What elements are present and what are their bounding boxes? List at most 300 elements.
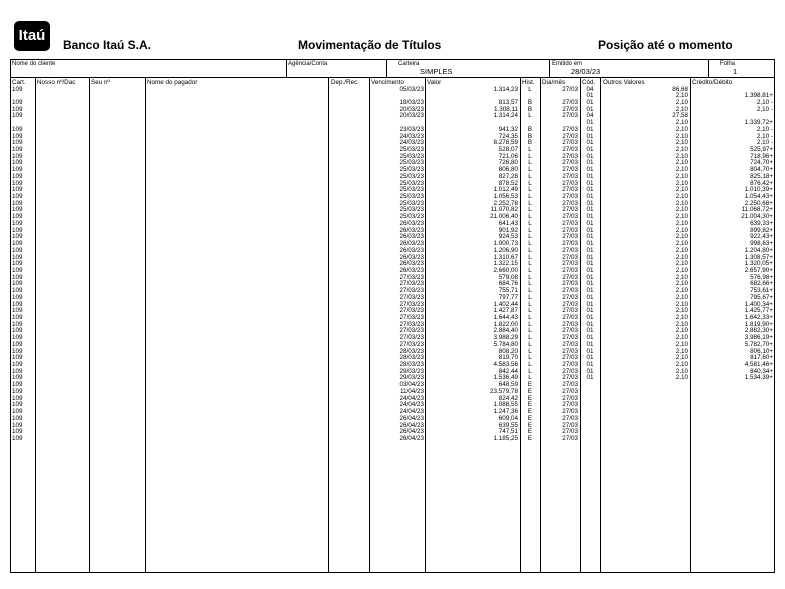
cell-cart: 109 [12,387,23,395]
cell-outros: 2,10 [675,246,688,254]
cell-credito: 899,82+ [750,226,773,234]
cell-valor: 1.427,87 [493,307,518,315]
cell-vencimento: 27/03/23 [399,307,424,315]
cell-cart: 109 [12,186,23,194]
cell-hist: L [528,347,532,355]
cell-credito: 1.534,39+ [744,374,773,382]
table-row [0,362,785,369]
cell-outros: 2,10 [675,340,688,348]
position-label: Posição até o momento [598,38,733,52]
cell-cart: 109 [12,199,23,207]
cell-hist: B [527,139,533,147]
cell-cart: 109 [12,340,23,348]
cell-cart: 109 [12,213,23,221]
col-credito: Crédito/Débito [692,79,733,86]
table-row [0,436,785,443]
cell-hist: L [528,300,532,308]
cell-credito: 2,10 - [756,125,773,133]
cell-valor: 4.583,56 [493,361,518,369]
cell-cod: 01 [586,193,594,201]
table-row [0,308,785,315]
cell-outros: 2,10 [675,186,688,194]
table-row [0,355,785,362]
cell-outros: 2,10 [675,145,688,153]
table-row [0,255,785,262]
cell-cod: 01 [586,206,594,214]
cell-credito: 1.642,33+ [744,313,773,321]
cell-vencimento: 24/04/23 [399,394,424,402]
cell-valor: 724,35 [498,132,518,140]
cell-diames: 27/03 [562,367,578,375]
cell-outros: 2,10 [675,193,688,201]
cell-valor: 1.314,23 [493,85,518,93]
cell-vencimento: 25/03/23 [399,152,424,160]
cell-outros: 2,10 [675,334,688,342]
cell-cod: 01 [586,347,594,355]
cell-vencimento: 28/03/23 [399,354,424,362]
cell-cod: 01 [586,98,594,106]
cell-cart: 109 [12,260,23,268]
cell-cart: 109 [12,172,23,180]
cell-cod: 01 [586,139,594,147]
cell-diames: 27/03 [562,434,578,442]
cell-valor: 806,80 [498,166,518,174]
cell-vencimento: 25/03/23 [399,213,424,221]
cell-vencimento: 26/04/23 [399,414,424,422]
cell-diames: 27/03 [562,313,578,321]
cell-cod: 01 [586,273,594,281]
cell-credito: 1.339,72+ [744,119,773,127]
cell-outros: 2,10 [675,179,688,187]
cell-cart: 109 [12,313,23,321]
cell-outros: 2,10 [675,293,688,301]
cell-diames: 27/03 [562,98,578,106]
cell-cod: 01 [586,320,594,328]
cell-diames: 27/03 [562,152,578,160]
cell-vencimento: 24/04/23 [399,401,424,409]
cell-vencimento: 27/03/23 [399,320,424,328]
cell-cart: 109 [12,374,23,382]
cell-cart: 109 [12,125,23,133]
emitido-label: Emitido em [552,61,583,67]
cell-vencimento: 28/03/23 [399,347,424,355]
cell-diames: 27/03 [562,179,578,187]
cell-vencimento: 25/03/23 [399,159,424,167]
table-row [0,369,785,376]
cell-cod: 01 [586,119,594,127]
cell-hist: B [527,105,533,113]
cell-outros: 2,10 [675,354,688,362]
cell-outros: 2,10 [675,92,688,100]
cell-credito: 2.657,90+ [744,266,773,274]
cell-diames: 27/03 [562,334,578,342]
cell-diames: 27/03 [562,381,578,389]
cell-diames: 27/03 [562,139,578,147]
cell-diames: 27/03 [562,233,578,241]
cell-outros: 2,10 [675,125,688,133]
cell-diames: 27/03 [562,340,578,348]
col-hist: Hist. [522,79,535,86]
cell-outros: 2,10 [675,132,688,140]
cell-cod: 01 [586,199,594,207]
cell-vencimento: 18/03/23 [399,98,424,106]
cell-cod: 01 [586,186,594,194]
cell-vencimento: 24/03/23 [399,132,424,140]
cell-vencimento: 27/03/23 [399,334,424,342]
cell-cart: 109 [12,421,23,429]
cell-hist: L [528,293,532,301]
cell-vencimento: 26/03/23 [399,246,424,254]
cell-vencimento: 26/03/23 [399,240,424,248]
table-row [0,107,785,114]
cell-valor: 1.012,49 [493,186,518,194]
agency-label: Agência/Conta [288,61,328,67]
cell-diames: 27/03 [562,186,578,194]
cell-outros: 2,10 [675,307,688,315]
divider [286,60,287,77]
cell-cod: 01 [586,300,594,308]
cell-hist: E [527,387,533,395]
cell-diames: 27/03 [562,361,578,369]
cell-hist: L [528,145,532,153]
cell-outros: 2,10 [675,119,688,127]
cell-credito: 1.819,90+ [744,320,773,328]
cell-credito: 825,18+ [750,172,773,180]
cell-outros: 2,10 [675,327,688,335]
cell-diames: 27/03 [562,287,578,295]
cell-cart: 109 [12,320,23,328]
folha-label: Folha [720,61,736,67]
cell-hist: L [528,340,532,348]
bank-name: Banco Itaú S.A. [63,38,152,52]
table-row [0,342,785,349]
cell-vencimento: 26/03/23 [399,260,424,268]
cell-outros: 2,10 [675,260,688,268]
cell-diames: 27/03 [562,260,578,268]
cell-credito: 922,43+ [750,233,773,241]
cell-diames: 27/03 [562,394,578,402]
cell-valor: 1.314,24 [493,112,518,120]
cell-vencimento: 05/03/23 [399,85,424,93]
cell-outros: 2,10 [675,172,688,180]
cell-cart: 109 [12,334,23,342]
cell-valor: 726,80 [498,159,518,167]
cell-valor: 5.784,80 [493,340,518,348]
cell-cart: 109 [12,179,23,187]
cell-vencimento: 25/03/23 [399,206,424,214]
cell-outros: 2,10 [675,105,688,113]
cell-hist: L [528,206,532,214]
cell-cart: 109 [12,414,23,422]
cell-valor: 3.988,29 [493,334,518,342]
cell-credito: 817,60+ [750,354,773,362]
cell-outros: 2,10 [675,313,688,321]
cell-hist: L [528,219,532,227]
cell-vencimento: 25/03/23 [399,179,424,187]
cell-cart: 109 [12,273,23,281]
cell-cart: 109 [12,226,23,234]
table-row [0,335,785,342]
cell-hist: L [528,166,532,174]
table-row [0,295,785,302]
cell-vencimento: 26/03/23 [399,226,424,234]
cell-diames: 27/03 [562,347,578,355]
cell-cart: 109 [12,347,23,355]
cell-valor: 579,08 [498,273,518,281]
cell-diames: 27/03 [562,327,578,335]
cell-credito: 11.068,72+ [741,206,773,214]
cell-credito: 1.010,39+ [744,186,773,194]
cell-credito: 3.986,19+ [744,334,773,342]
col-pagador: Nome do pagador [147,79,198,86]
cell-vencimento: 27/03/23 [399,340,424,348]
table-row [0,248,785,255]
cell-cart: 109 [12,112,23,120]
cell-valor: 901,92 [498,226,518,234]
cell-hist: B [527,98,533,106]
cell-credito: 2,10 - [756,98,773,106]
cell-hist: L [528,226,532,234]
cell-diames: 27/03 [562,199,578,207]
cell-credito: 2.882,30+ [744,327,773,335]
cell-outros: 2,10 [675,152,688,160]
cell-hist: E [527,434,533,442]
cell-hist: E [527,381,533,389]
cell-cart: 109 [12,434,23,442]
cell-vencimento: 27/03/23 [399,300,424,308]
cell-cart: 109 [12,300,23,308]
table-row [0,396,785,403]
cell-diames: 27/03 [562,300,578,308]
emitido-value: 28/03/23 [571,67,601,76]
cell-diames: 27/03 [562,374,578,382]
cell-valor: 11.070,82 [490,206,518,214]
cell-hist: L [528,280,532,288]
cell-cart: 109 [12,159,23,167]
table-row [0,181,785,188]
cell-diames: 27/03 [562,112,578,120]
cell-valor: 528,07 [498,145,518,153]
cell-diames: 27/03 [562,387,578,395]
cell-vencimento: 26/03/23 [399,219,424,227]
cell-cart: 109 [12,246,23,254]
cell-vencimento: 23/03/23 [399,125,424,133]
cell-credito: 840,34+ [750,367,773,375]
cell-hist: L [528,313,532,321]
cell-cod: 01 [586,367,594,375]
cell-diames: 27/03 [562,125,578,133]
report-title: Movimentação de Títulos [298,38,442,52]
cell-cart: 109 [12,266,23,274]
cell-hist: L [528,85,532,93]
cell-cod: 01 [586,354,594,362]
cell-outros: 27,58 [672,112,688,120]
cell-valor: 2.884,40 [493,327,518,335]
cell-hist: L [528,253,532,261]
cell-cod: 01 [586,361,594,369]
table-row [0,315,785,322]
cell-cart: 109 [12,287,23,295]
cell-diames: 27/03 [562,172,578,180]
cell-cod: 01 [586,246,594,254]
cell-diames: 27/03 [562,219,578,227]
table-row [0,201,785,208]
cell-vencimento: 25/03/23 [399,186,424,194]
cell-cod: 04 [586,85,594,93]
cell-credito: 753,61+ [750,287,773,295]
col-outros: Outros Valores [603,79,645,86]
cell-vencimento: 26/03/23 [399,253,424,261]
cell-vencimento: 29/03/23 [399,367,424,375]
cell-cart: 109 [12,219,23,227]
cell-valor: 1.308,11 [493,105,518,113]
cell-cod: 01 [586,266,594,274]
cell-credito: 525,97+ [750,145,773,153]
table-row [0,322,785,329]
cell-hist: L [528,240,532,248]
cell-diames: 27/03 [562,85,578,93]
table-row [0,261,785,268]
table-row [0,302,785,309]
cell-valor: 808,20 [498,347,518,355]
cell-cod: 01 [586,166,594,174]
cell-hist: E [527,408,533,416]
cell-cod: 01 [586,313,594,321]
cell-credito: 795,67+ [750,293,773,301]
cell-valor: 2.660,00 [493,266,518,274]
cell-hist: E [527,414,533,422]
cell-outros: 2,10 [675,273,688,281]
cell-credito: 998,63+ [750,240,773,248]
cell-cart: 109 [12,152,23,160]
cell-outros: 2,10 [675,240,688,248]
table-row [0,375,785,382]
cell-valor: 8.278,59 [493,139,518,147]
cell-cart: 109 [12,293,23,301]
cell-outros: 2,10 [675,361,688,369]
cell-cart: 109 [12,139,23,147]
cell-hist: L [528,273,532,281]
table-row [0,174,785,181]
table-row [0,389,785,396]
table-row [0,160,785,167]
cell-vencimento: 24/03/23 [399,139,424,147]
table-row [0,214,785,221]
cell-valor: 1.310,67 [493,253,518,261]
cell-valor: 824,42 [498,394,518,402]
cell-valor: 639,55 [498,421,518,429]
cell-credito: 21.004,30+ [741,213,773,221]
cell-hist: L [528,334,532,342]
cell-credito: 5.782,70+ [744,340,773,348]
cell-cod: 01 [586,145,594,153]
cell-valor: 842,44 [498,367,518,375]
cell-outros: 2,10 [675,166,688,174]
cell-cart: 109 [12,394,23,402]
cell-vencimento: 29/03/23 [399,374,424,382]
cell-vencimento: 25/03/23 [399,145,424,153]
cell-cart: 109 [12,367,23,375]
cell-diames: 27/03 [562,159,578,167]
cell-hist: L [528,307,532,315]
cell-cod: 01 [586,125,594,133]
table-row [0,154,785,161]
cell-diames: 27/03 [562,421,578,429]
cell-credito: 724,70+ [750,159,773,167]
cell-hist: E [527,421,533,429]
divider [708,60,709,77]
cell-vencimento: 24/04/23 [399,408,424,416]
cell-cart: 109 [12,206,23,214]
table-row [0,349,785,356]
cell-outros: 2,10 [675,253,688,261]
table-row [0,194,785,201]
cell-cart: 109 [12,408,23,416]
cell-valor: 2.252,78 [493,199,518,207]
cell-outros: 2,10 [675,287,688,295]
cell-cart: 109 [12,98,23,106]
cell-cod: 01 [586,226,594,234]
cell-cod: 01 [586,340,594,348]
cell-cart: 109 [12,381,23,389]
cell-valor: 1.644,43 [493,313,518,321]
cell-hist: L [528,159,532,167]
cell-valor: 1.822,00 [493,320,518,328]
cell-cod: 01 [586,159,594,167]
cell-outros: 2,10 [675,206,688,214]
cell-valor: 1.206,90 [493,246,518,254]
cell-vencimento: 20/03/23 [399,112,424,120]
cell-cart: 109 [12,401,23,409]
cell-cod: 01 [586,213,594,221]
table-row [0,416,785,423]
cell-diames: 27/03 [562,193,578,201]
table-row [0,167,785,174]
cell-diames: 27/03 [562,401,578,409]
cell-outros: 2,10 [675,213,688,221]
col-cod: Cód. [582,79,596,86]
table-row [0,207,785,214]
cell-credito: 1.308,57+ [744,253,773,261]
cell-cart: 109 [12,233,23,241]
col-deprec: Dep./Rec. [331,79,359,86]
cell-cart: 109 [12,145,23,153]
col-vencimento: Vencimento [371,79,404,86]
cell-hist: L [528,233,532,241]
table-row [0,382,785,389]
cell-hist: L [528,152,532,160]
cell-valor: 1.247,36 [493,408,518,416]
cell-valor: 641,43 [498,219,518,227]
carteira-value: SIMPLES [420,67,453,76]
divider [549,60,550,77]
table-row [0,147,785,154]
cell-valor: 648,59 [498,381,518,389]
cell-valor: 1.402,44 [493,300,518,308]
cell-credito: 1.054,43+ [744,193,773,201]
cell-credito: 1.425,77+ [744,307,773,315]
cell-credito: 2,10 - [756,132,773,140]
cell-diames: 27/03 [562,408,578,416]
cell-credito: 4.581,46+ [744,361,773,369]
cell-hist: L [528,246,532,254]
cell-valor: 827,28 [498,172,518,180]
cell-cod: 01 [586,92,594,100]
cell-cod: 01 [586,287,594,295]
cell-valor: 813,57 [498,98,518,106]
cell-hist: L [528,374,532,382]
table-row [0,268,785,275]
